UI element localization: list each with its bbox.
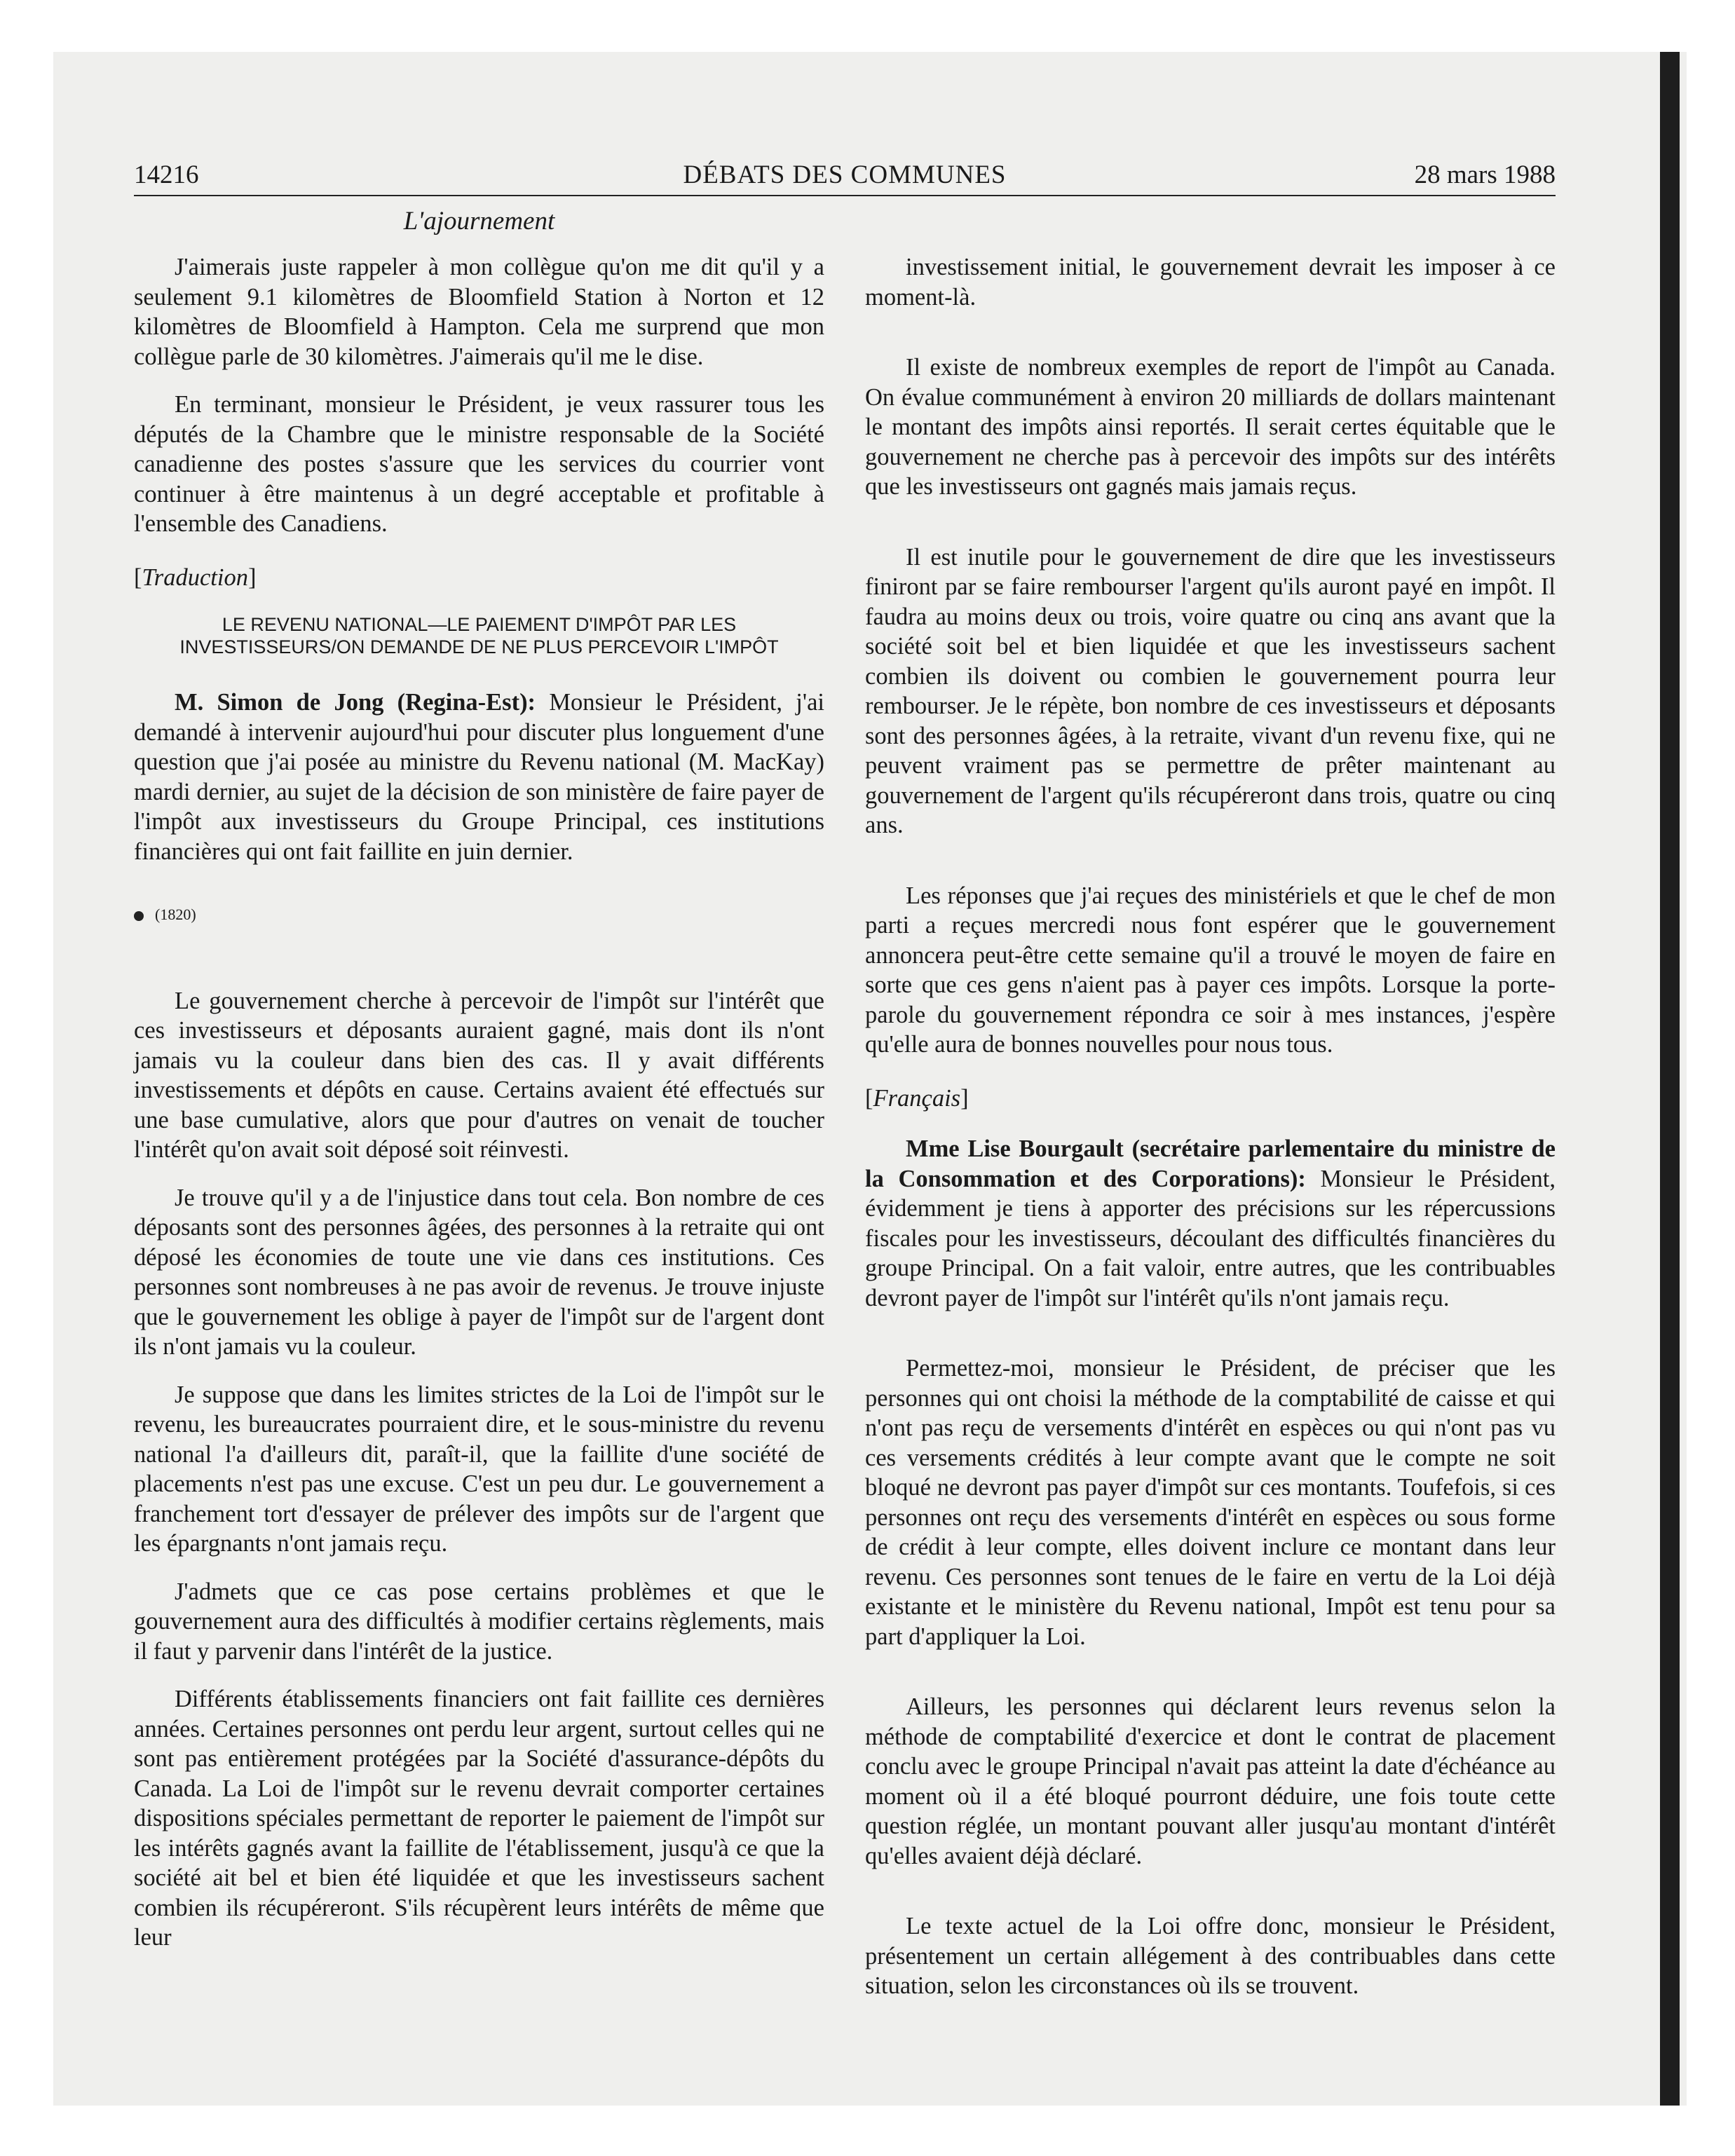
paragraph: Permettez-moi, monsieur le Président, de préciser que les personnes qui ont choisi la méthode de la comptabilité de caisse et qui n'ont pas reçu de versements d'intérêt en espèces ou qui n'ont pas vu ces versements crédités à leur compte avant que le compte ne soit bloqué ne devront pas payer d'impôt sur ces montants. Toufefois, si ces personnes ont reçu des versements d'intérêt en espèces ou sous forme de crédit à leur compte, elles doivent inclure ce montant dans leur revenu. Ces personnes sont tenues de le faire en vertu de la Loi déjà existante et le ministère du Revenu national, Impôt est tenu pour sa part d'appliquer la Loi.: [865, 1355, 1556, 1650]
speech-paragraph: [865, 1134, 1556, 1313]
section-title: L'ajournement: [403, 207, 555, 236]
paragraph: Les réponses que j'ai reçues des ministériels et que le chef de mon parti a reçues mercredi nous font espérer que le gouvernement annoncera peut-être cette semaine qu'il a trouvé le moyen de faire en sorte que ces gens n'aient pas à payer ces impôts. Lorsque la porte-parole du gouvernement répondra ce soir à mes instances, j'espère qu'elle aura de bonnes nouvelles pour nous tous.: [865, 882, 1556, 1058]
paragraph: Il existe de nombreux exemples de report de l'impôt au Canada. On évalue communément à environ 20 milliards de dollars maintenant le montant des impôts ainsi reportés. Il serait certes équitable que le gouvernement ne cherche pas à percevoir des impôts sur des intérêts que les investisseurs ont gagnés mais jamais reçus.: [865, 354, 1556, 500]
publication-title: DÉBATS DES COMMUNES: [683, 161, 1007, 189]
paragraph: Différents établissements financiers ont fait faillite ces dernières années. Certaines personnes ont perdu leur argent, surtout celles qui ne sont pas entièrement protégées par la Société d'assurance-dépôts du Canada. La Loi de l'impôt sur le revenu devrait comporter certaines dispositions spéciales permettant de reporter le paiement de l'impôt sur les intérêts gagnés avant la faillite de l'établissement, jusqu'à ce que la société ait bel et bien été liquidée et que les investisseurs sachent combien ils récupéreront. S'ils récupèrent leurs intérêts de même que leur: [134, 1686, 824, 1951]
page-header: [134, 160, 1556, 196]
paragraph: En terminant, monsieur le Président, je veux rassurer tous les députés de la Chambre que le ministre responsable de la Société canadienne des postes s'assure que les services du courrier vont continuer à être maintenus à un degré acceptable et profitable à l'ensemble des Canadiens.: [134, 391, 824, 537]
translation-tag: [Français]: [865, 1084, 969, 1112]
speaker-name: M. Simon de Jong (Regina-Est):: [175, 689, 536, 716]
paragraph: Le gouvernement cherche à percevoir de l'impôt sur l'intérêt que ces investisseurs et déposants auraient gagné, mais dont ils n'ont jamais vu la couleur dans bien des cas. Il y avait différents investissements et dépôts en cause. Certains avaient été effectués sur une base cumulative, alors que pour d'autres on venait de toucher l'intérêt qu'on avait soit déposé soit réinvesti.: [134, 987, 824, 1163]
speaker-name: Mme Lise Bourgault (secrétaire parlementaire du ministre de la Consommation et des Corporations):: [865, 1135, 1556, 1192]
translation-tag-text: Traduction: [142, 564, 248, 591]
speech-paragraph: [134, 688, 824, 866]
paragraph: Ailleurs, les personnes qui déclarent leurs revenus selon la méthode de comptabilité d'exercice et dont le contrat de placement conclu avec le groupe Principal n'avait pas atteint la date d'échéance au moment où il a été bloqué pourront déduire, une fois toute cette question réglée, un montant pouvant aller jusqu'au montant d'intérêt qu'elles avaient déjà déclaré.: [865, 1693, 1556, 1869]
paragraph: Le texte actuel de la Loi offre donc, monsieur le Président, présentement un certain allégement à des contribuables dans cette situation, selon les circonstances où ils se trouvent.: [865, 1913, 1556, 1999]
paragraph: J'admets que ce cas pose certains problèmes et que le gouvernement aura des difficultés à modifier certains règlements, mais il faut y parvenir dans l'intérêt de la justice.: [134, 1578, 824, 1665]
right-column: [865, 252, 1556, 2019]
time-marker-text: (1820): [155, 906, 196, 923]
speech-text: Monsieur le Président, j'ai demandé à intervenir aujourd'hui pour discuter plus longuement d'une question que j'ai posée au ministre du Revenu national (M. MacKay) mardi dernier, au sujet de la décision de son ministère de faire payer de l'impôt aux investisseurs du Groupe Principal, ces institutions financières qui ont fait faillite en juin dernier.: [134, 689, 825, 865]
paragraph: investissement initial, le gouvernement devrait les imposer à ce moment-là.: [865, 254, 1556, 311]
scan-border: [1660, 52, 1680, 2106]
left-column: [134, 252, 824, 1971]
translation-tag-text: Français: [873, 1084, 961, 1112]
time-marker: [134, 900, 824, 930]
paragraph: Il est inutile pour le gouvernement de dire que les investisseurs finiront par se faire rembourser l'argent qu'ils auront payé en impôt. Il faudra au moins deux ou trois, voire quatre ou cinq ans avant que la société soit bel et bien liquidée et que les investisseurs sachent combien ils doivent ou combien le gouvernement pourra leur rembourser. Je le répète, bon nombre de ces investisseurs et déposants sont des personnes âgées, à la retraite, vivant d'un revenu fixe, qui ne peuvent vraiment pas se permettre de prêter maintenant au gouvernement de l'argent qu'ils récupéreront dans trois, quatre ou cinq ans.: [865, 543, 1556, 838]
page-date: 28 mars 1988: [1414, 161, 1556, 189]
bullet-icon: [134, 911, 144, 921]
page-number: 14216: [134, 161, 199, 189]
speech-text: Monsieur le Président, évidemment je tiens à apporter des précisions sur les répercussions fiscales pour les investisseurs, découlant des difficultés financières du groupe Principal. On a fait valoir, entre autres, que les contribuables devront payer de l'impôt sur l'intérêt qu'ils n'ont jamais reçu.: [865, 1165, 1556, 1311]
paragraph: J'aimerais juste rappeler à mon collègue qu'on me dit qu'il y a seulement 9.1 kilomètres de Bloomfield Station à Norton et 12 kilomètres de Bloomfield à Hampton. Cela me surprend que mon collègue parle de 30 kilomètres. J'aimerais qu'il me le dise.: [134, 254, 824, 370]
rubric-heading: LE REVENU NATIONAL—LE PAIEMENT D'IMPÔT PAR LES INVESTISSEURS/ON DEMANDE DE NE PLUS PERCEVOIR L'IMPÔT: [179, 614, 779, 657]
paragraph: Je suppose que dans les limites strictes de la Loi de l'impôt sur le revenu, les bureaucrates pourraient dire, et le sous-ministre du revenu national l'a d'ailleurs dit, paraît-il, que la faillite d'une société de placements n'est pas une excuse. C'est un peu dur. Le gouvernement a franchement tort d'essayer de prélever des impôts sur de l'argent que les épargnants n'ont jamais reçu.: [134, 1381, 824, 1557]
translation-tag: [Traduction]: [134, 564, 257, 591]
paragraph: Je trouve qu'il y a de l'injustice dans tout cela. Bon nombre de ces déposants sont des personnes âgées, des personnes à la retraite qui ont déposé les économies de toute une vie dans ces institutions. Ces personnes sont nombreuses à ne pas avoir de revenus. Je trouve injuste que le gouvernement les oblige à payer de l'impôt sur de l'argent dont ils n'ont jamais vu la couleur.: [134, 1184, 824, 1360]
